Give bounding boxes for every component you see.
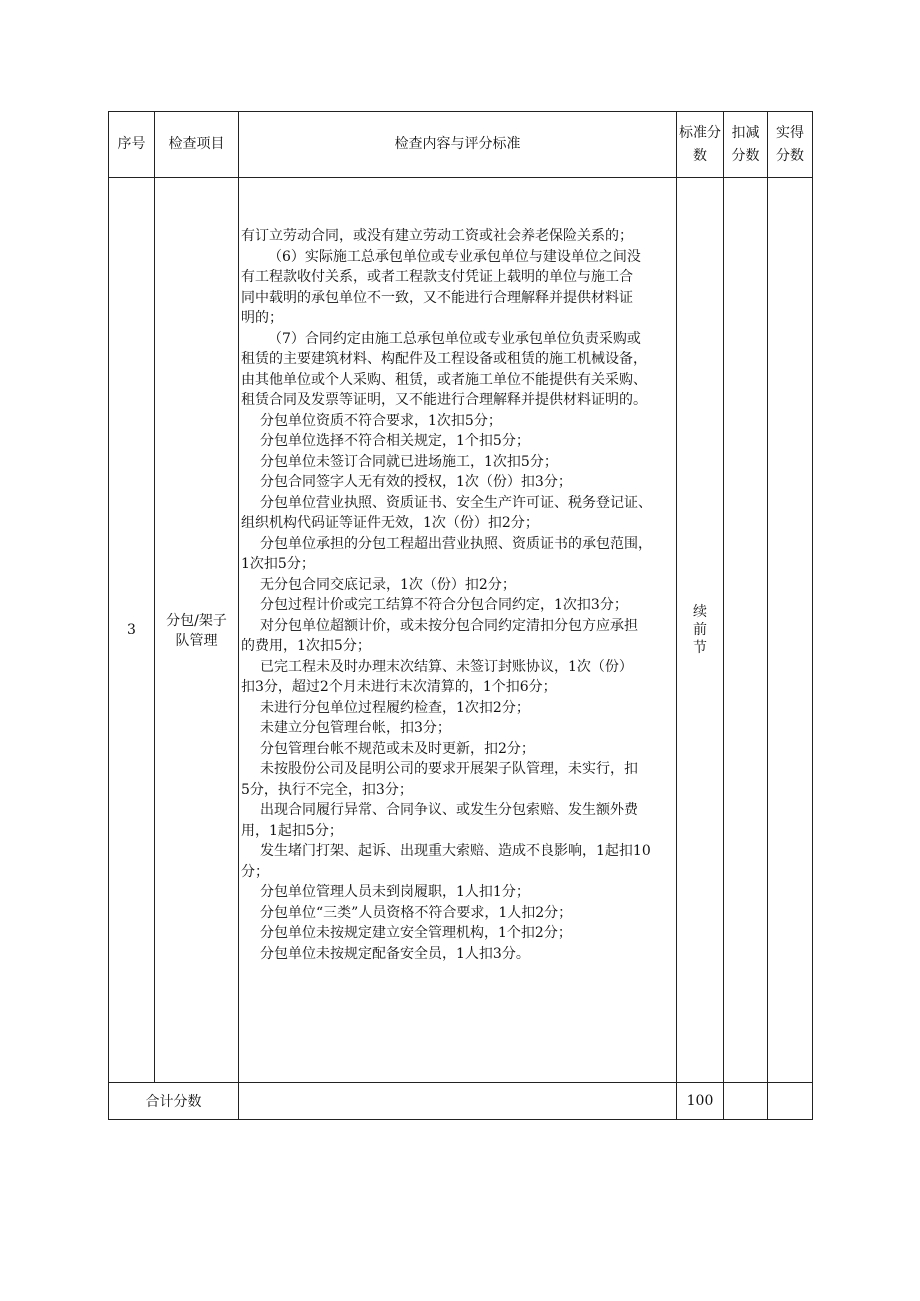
- score-table: [108, 111, 813, 1120]
- row-standard-char: 节: [693, 640, 707, 656]
- header-deduct-line1: 扣减: [731, 124, 760, 141]
- row-deduct: [724, 178, 768, 1083]
- criteria-line: 发生堵门打架、起诉、出现重大索赔、造成不良影响，1起扣10: [260, 843, 651, 859]
- header-standard: [677, 112, 724, 178]
- criteria-line: 未进行分包单位过程履约检查，1次扣2分；: [260, 699, 530, 716]
- criteria-line: 分包过程计价或完工结算不符合分包合同约定，1次扣3分；: [260, 597, 628, 613]
- criteria-line: 1次扣5分；: [241, 556, 315, 572]
- criteria-line: 分；: [241, 863, 269, 880]
- criteria-line: 的费用，1次扣5分；: [241, 638, 371, 654]
- row-standard-char: 续: [693, 604, 707, 620]
- criteria-line: 有工程款收付关系，或者工程款支付凭证上载明的单位与施工合: [241, 269, 633, 285]
- criteria-line: 分包单位营业执照、资质证书、安全生产许可证、税务登记证、: [260, 494, 652, 511]
- total-deduct: [724, 1083, 768, 1120]
- criteria-line: 分包单位承担的分包工程超出营业执照、资质证书的承包范围，: [260, 535, 652, 552]
- row-item-line2: 队管理: [175, 633, 218, 649]
- header-actual-line1: 实得: [776, 124, 804, 141]
- criteria-line: （6）实际施工总承包单位或专业承包单位与建设单位之间没: [268, 248, 641, 265]
- row-standard-char: 前: [693, 622, 707, 638]
- criteria-line: 分包单位未签订合同就已进场施工，1次扣5分；: [260, 453, 558, 470]
- header-standard-line1: 标准分: [679, 124, 721, 141]
- criteria-line: 分包单位管理人员未到岗履职，1人扣1分；: [260, 884, 530, 900]
- criteria-line: 分包管理台帐不规范或未及时更新，扣2分；: [260, 740, 535, 757]
- criteria-line: 无分包合同交底记录，1次（份）扣2分；: [260, 576, 516, 593]
- criteria-line: 同中载明的承包单位不一致，又不能进行合理解释并提供材料证: [241, 289, 633, 306]
- row-standard: [677, 178, 724, 1083]
- criteria-line: （7）合同约定由施工总承包单位或专业承包单位负责采购或: [268, 330, 641, 347]
- criteria-line: 有订立劳动合同，或没有建立劳动工资或社会养老保险关系的；: [241, 228, 633, 244]
- header-criteria: 检查内容与评分标准: [239, 112, 677, 178]
- total-row: [109, 1083, 813, 1120]
- criteria-line: 未按股份公司及昆明公司的要求开展架子队管理，未实行，扣: [260, 761, 638, 777]
- row-seq: 3: [109, 178, 155, 1083]
- header-standard-line2: 数: [693, 147, 707, 164]
- header-seq: 序号: [109, 112, 155, 178]
- criteria-line: 租赁合同及发票等证明，又不能进行合理解释并提供材料证明的。: [241, 392, 647, 408]
- item-row: [109, 178, 813, 1083]
- total-standard: 100: [677, 1083, 724, 1120]
- header-actual-line2: 分数: [776, 147, 804, 164]
- criteria-line: 已完工程未及时办理末次结算、未签订封账协议，1次（份）: [260, 658, 633, 675]
- criteria-line: 分包单位资质不符合要求，1次扣5分；: [260, 412, 502, 429]
- header-deduct-line2: 分数: [731, 147, 760, 164]
- criteria-line: 出现合同履行异常、合同争议、或发生分包索赔、发生额外费: [260, 802, 638, 818]
- criteria-line: 组织机构代码证等证件无效，1次（份）扣2分；: [241, 515, 539, 531]
- total-actual: [768, 1083, 813, 1120]
- header-row: [109, 112, 813, 178]
- criteria-line: 分包单位未按规定建立安全管理机构，1个扣2分；: [260, 925, 572, 941]
- criteria-line: 租赁的主要建筑材料、构配件及工程设备或租赁的施工机械设备，: [241, 351, 647, 367]
- criteria-line: 明的；: [241, 310, 283, 326]
- total-label: 合计分数: [109, 1083, 239, 1120]
- header-item: 检查项目: [155, 112, 239, 178]
- criteria-line: 分包单位“三类”人员资格不符合要求，1人扣2分；: [260, 904, 573, 921]
- row-actual: [768, 178, 813, 1083]
- row-item: [155, 178, 239, 1083]
- criteria-line: 分包单位选择不符合相关规定，1个扣5分；: [260, 433, 530, 449]
- criteria-line: 分包单位未按规定配备安全员，1人扣3分。: [260, 945, 530, 962]
- criteria-line: 扣3分，超过2个月未进行末次清算的，1个扣6分；: [241, 679, 557, 695]
- header-actual: [768, 112, 813, 178]
- header-deduct: [724, 112, 768, 178]
- row-criteria: [239, 178, 677, 1083]
- criteria-line: 分包合同签字人无有效的授权，1次（份）扣3分；: [260, 474, 572, 490]
- criteria-line: 由其他单位或个人采购、租赁，或者施工单位不能提供有关采购、: [241, 371, 647, 388]
- criteria-line: 用，1起扣5分；: [241, 822, 343, 839]
- criteria-line: 5分，执行不完全，扣3分；: [241, 781, 413, 798]
- criteria-line: 对分包单位超额计价，或未按分包合同约定清扣分包方应承担: [260, 617, 638, 634]
- total-criteria: [239, 1083, 677, 1120]
- criteria-line: 未建立分包管理台帐，扣3分；: [260, 720, 451, 736]
- row-item-line1: 分包/架子: [166, 613, 227, 629]
